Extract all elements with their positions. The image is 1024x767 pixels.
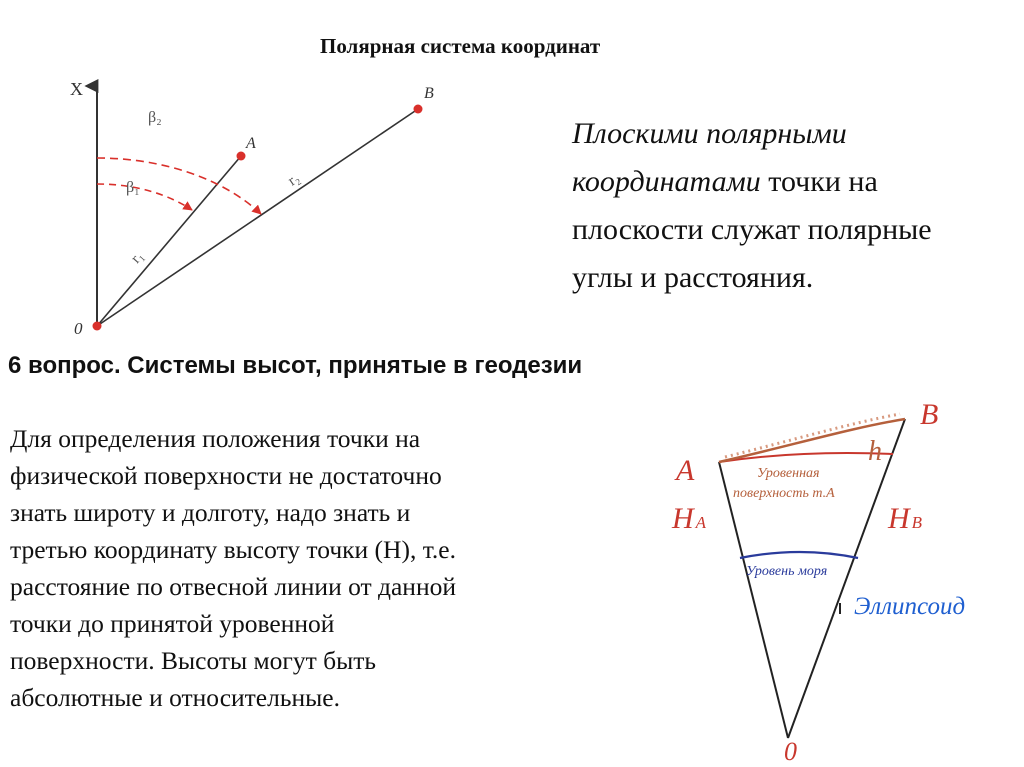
- body-line: третью координату высоту точки (Н), т.е.: [10, 535, 457, 564]
- beta1-arc: [97, 184, 192, 210]
- body-line: поверхности. Высоты могут быть: [10, 646, 377, 675]
- height-origin-label: 0: [784, 737, 797, 766]
- body-line: абсолютные и относительные.: [10, 683, 340, 712]
- point-b-label: B: [424, 85, 434, 102]
- polar-definition-text: [572, 110, 992, 302]
- hb-label: H B: [888, 502, 923, 535]
- point-a-label: A: [246, 135, 256, 152]
- body-line: Для определения положения точки на: [10, 424, 421, 453]
- r1-label: r₁: [128, 248, 147, 267]
- page-title: Полярная система координат: [320, 34, 601, 58]
- r2-line: [97, 109, 418, 326]
- point-b-dot: [414, 105, 423, 114]
- polar-definition-italic: Плоскими полярными координатами: [572, 117, 847, 198]
- body-line: знать широту и долготу, надо знать и: [10, 498, 411, 527]
- point-a-dot: [237, 152, 246, 161]
- polar-definition-rest: точки на плоскости служат полярные углы и расстояния.: [572, 165, 932, 294]
- body-line: точки до принятой уровенной: [10, 609, 335, 638]
- level-surface-label-2: поверхность т.А: [733, 486, 835, 501]
- x-axis-label: X: [70, 79, 83, 99]
- r1-line: [97, 156, 241, 326]
- body-line: расстояние по отвесной линии от данной: [10, 572, 457, 601]
- ha-label: H A: [672, 502, 707, 535]
- beta1-label: β₁: [126, 179, 140, 196]
- level-surface-arc: [719, 453, 893, 462]
- h-label: h: [868, 436, 882, 467]
- sea-level-label: Уровень моря: [746, 564, 828, 579]
- height-point-b-label: B: [920, 398, 939, 431]
- ellipsoid-label: Эллипсоид: [854, 593, 966, 620]
- origin-label: 0: [74, 319, 83, 338]
- section-heading: 6 вопрос. Системы высот, принятые в геодезии: [8, 352, 583, 379]
- origin-dot: [93, 322, 102, 331]
- r2-label: r₂: [285, 170, 303, 190]
- height-diagram: [671, 398, 965, 766]
- body-line: физической поверхности не достаточно: [10, 461, 442, 490]
- body-paragraph: [10, 420, 630, 716]
- height-point-a-label: A: [676, 454, 695, 487]
- sea-level-arc: [740, 552, 858, 558]
- level-surface-label-1: Уровенная: [757, 466, 820, 481]
- left-plumb-line: [719, 462, 788, 738]
- beta2-label: β₂: [148, 109, 162, 126]
